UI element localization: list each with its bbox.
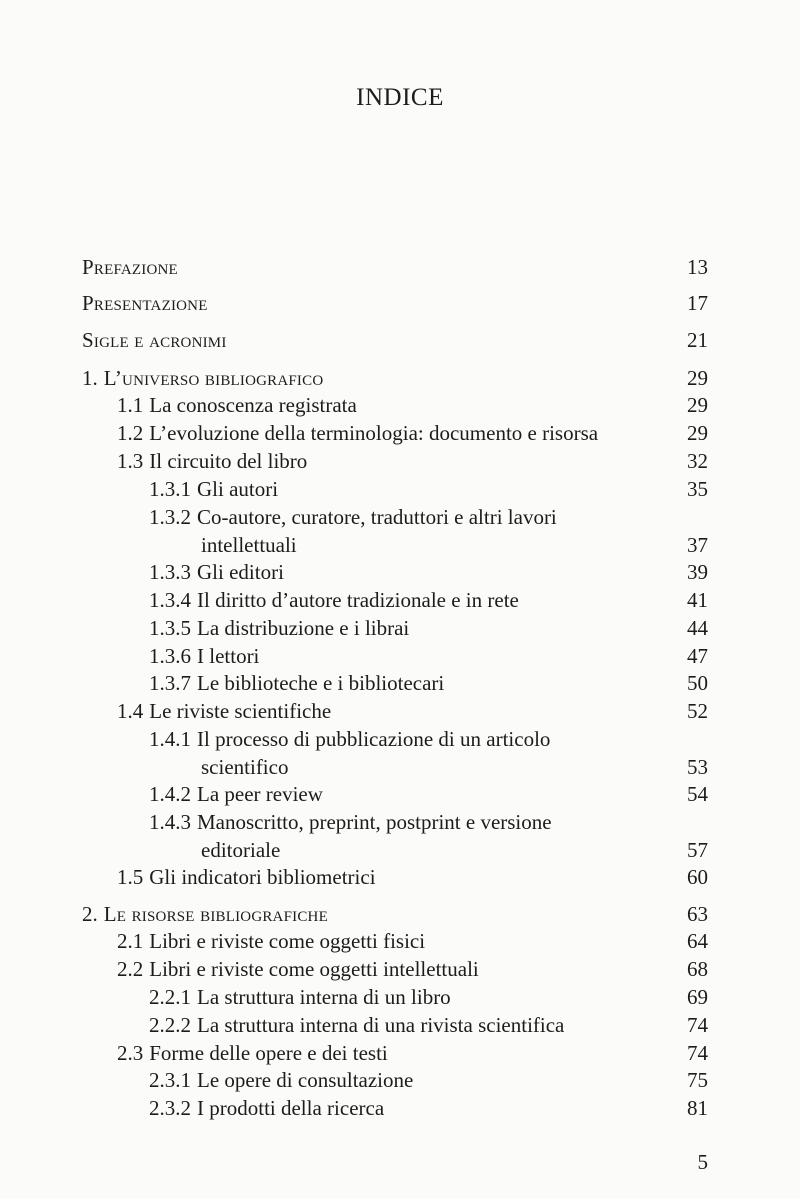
toc-entry-1-1 [117, 391, 708, 419]
toc-entry-2-2-2 [149, 1011, 708, 1039]
toc-page: 21 [687, 328, 708, 352]
toc-entry-1-3-2 [149, 503, 708, 559]
toc-page: 74 [687, 1041, 708, 1065]
toc-entry-1-4-3 [149, 808, 708, 864]
toc-entry-1-5 [117, 863, 708, 891]
toc-entry-1-3-1 [149, 475, 708, 503]
toc-number: 1.3.4 [149, 588, 191, 612]
toc-number: 1.3.2 [149, 505, 191, 529]
toc-number: 1.1 [117, 393, 144, 417]
toc-number: 2. [82, 902, 98, 926]
toc-entry-1-3-3 [149, 558, 708, 586]
toc-label-continued: scientifico [201, 755, 289, 779]
toc-entry-2-3-2 [149, 1094, 708, 1122]
toc-number: 1.4.3 [149, 810, 191, 834]
toc-number: 1.3.6 [149, 644, 191, 668]
toc-number: 1.3.5 [149, 616, 191, 640]
page-number: 5 [697, 1150, 708, 1174]
toc-entry-1-3-6 [149, 642, 708, 670]
toc-label: L’universo bibliografico [103, 366, 324, 390]
toc-page: 50 [687, 671, 708, 695]
toc-entry-1-4-1 [149, 725, 708, 781]
toc-page: 29 [687, 421, 708, 445]
toc-label: Co-autore, curatore, traduttori e altri lavori [197, 505, 557, 529]
toc-label: Le biblioteche e i bibliotecari [197, 671, 445, 695]
toc-label: Libri e riviste come oggetti fisici [149, 929, 426, 953]
toc-page: 75 [687, 1068, 708, 1092]
toc-label: Il processo di pubblicazione di un articolo [197, 727, 551, 751]
toc-page: 57 [687, 838, 708, 862]
toc-number: 2.3.1 [149, 1068, 191, 1092]
toc-page: 41 [687, 588, 708, 612]
toc-entry-prefazione [82, 253, 708, 281]
toc-label: Le opere di consultazione [197, 1068, 414, 1092]
toc-label: Il diritto d’autore tradizionale e in rete [197, 588, 519, 612]
toc-label: Presentazione [82, 291, 208, 315]
toc-number: 2.1 [117, 929, 144, 953]
toc-page: 64 [687, 929, 708, 953]
toc-label: La distribuzione e i librai [197, 616, 410, 640]
page-title: INDICE [356, 84, 444, 111]
toc-label: Manoscritto, preprint, postprint e versione [197, 810, 552, 834]
toc-page: 74 [687, 1013, 708, 1037]
toc-label: Le riviste scientifiche [149, 699, 332, 723]
toc-entry-presentazione [82, 289, 708, 317]
toc-entry-chapter-2 [82, 900, 708, 928]
toc-number: 2.3 [117, 1041, 144, 1065]
toc-entry-1-3 [117, 447, 708, 475]
toc-page: 47 [687, 644, 708, 668]
toc-number: 1.3.7 [149, 671, 191, 695]
toc-number: 1. [82, 366, 98, 390]
toc-page: 68 [687, 957, 708, 981]
toc-page: 29 [687, 366, 708, 390]
toc-page: 81 [687, 1096, 708, 1120]
toc-label: Gli editori [197, 560, 284, 584]
toc-label: Gli autori [197, 477, 279, 501]
toc-entry-1-3-7 [149, 669, 708, 697]
toc-label: La peer review [197, 782, 323, 806]
toc-page: 63 [687, 902, 708, 926]
toc-label: Forme delle opere e dei testi [149, 1041, 388, 1065]
toc-label: Sigle e acronimi [82, 328, 227, 352]
toc-label: L’evoluzione della terminologia: documento e risorsa [149, 421, 599, 445]
toc-number: 1.2 [117, 421, 144, 445]
toc-page: 17 [687, 291, 708, 315]
toc-number: 1.5 [117, 865, 144, 889]
toc-page: 69 [687, 985, 708, 1009]
toc-number: 1.4.1 [149, 727, 191, 751]
toc-page: 52 [687, 699, 708, 723]
toc-page: 54 [687, 782, 708, 806]
toc-page: 13 [687, 255, 708, 279]
toc-entry-2-2-1 [149, 983, 708, 1011]
toc-page: 44 [687, 616, 708, 640]
toc-entry-1-4 [117, 697, 708, 725]
toc-page: 29 [687, 393, 708, 417]
toc-page: 60 [687, 865, 708, 889]
toc-number: 1.4.2 [149, 782, 191, 806]
toc-page: 32 [687, 449, 708, 473]
toc-label: La struttura interna di una rivista scientifica [197, 1013, 565, 1037]
toc-number: 1.3.1 [149, 477, 191, 501]
toc-label: I prodotti della ricerca [197, 1096, 385, 1120]
toc-number: 1.3.3 [149, 560, 191, 584]
toc-label: Libri e riviste come oggetti intellettuali [149, 957, 479, 981]
toc-entry-1-4-2 [149, 780, 708, 808]
toc-number: 2.2.1 [149, 985, 191, 1009]
toc-page: 53 [687, 755, 708, 779]
toc-label: La conoscenza registrata [149, 393, 357, 417]
toc-label-continued: editoriale [201, 838, 281, 862]
toc-number: 1.4 [117, 699, 144, 723]
toc-label: Il circuito del libro [149, 449, 308, 473]
toc-number: 1.3 [117, 449, 144, 473]
toc-label: Le risorse bibliografiche [103, 902, 328, 926]
toc-page: 37 [687, 533, 708, 557]
toc-entry-2-1 [117, 927, 708, 955]
toc-label-continued: intellettuali [201, 533, 297, 557]
toc-label: I lettori [197, 644, 260, 668]
toc-entry-chapter-1 [82, 364, 708, 392]
toc-entry-1-3-5 [149, 614, 708, 642]
toc-label: Prefazione [82, 255, 178, 279]
toc-entry-2-3 [117, 1039, 708, 1067]
toc-label: La struttura interna di un libro [197, 985, 451, 1009]
toc-number: 2.2 [117, 957, 144, 981]
toc-page: 35 [687, 477, 708, 501]
toc-label: Gli indicatori bibliometrici [149, 865, 376, 889]
toc-entry-2-3-1 [149, 1066, 708, 1094]
toc-entry-2-2 [117, 955, 708, 983]
toc-entry-1-2 [117, 419, 708, 447]
toc-number: 2.2.2 [149, 1013, 191, 1037]
toc-number: 2.3.2 [149, 1096, 191, 1120]
toc-entry-sigle [82, 326, 708, 354]
toc-entry-1-3-4 [149, 586, 708, 614]
toc-page: 39 [687, 560, 708, 584]
